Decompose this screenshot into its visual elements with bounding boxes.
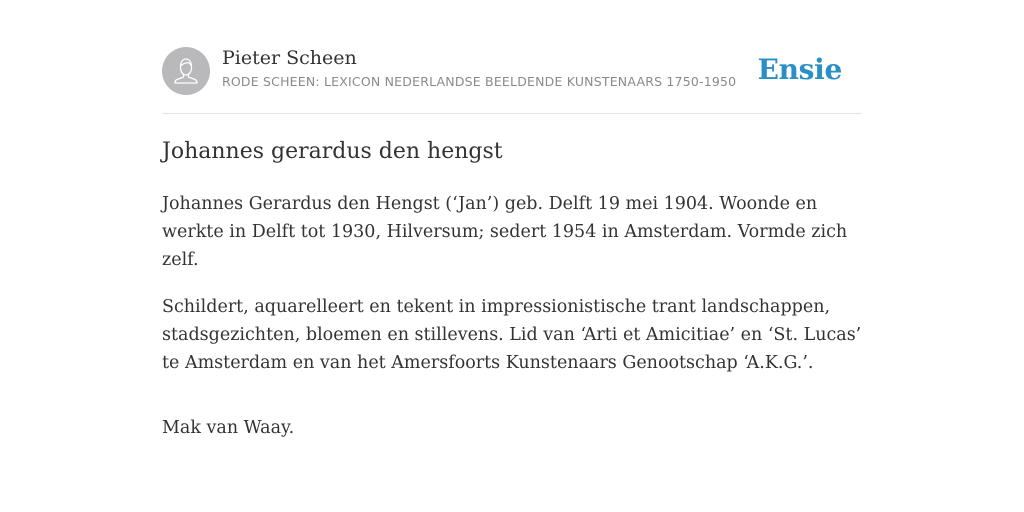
entry-signature: Mak van Waay.	[162, 418, 295, 438]
entry-paragraph-2: Schildert, aquarelleert en tekent in impressionistische trant landschappen, stadsgezichten, bloemen en stillevens. Lid van ‘Arti et Amicitiae’ en ‘St. Lucas’ te Amsterdam en van het Amersfoorts Kunstenaars Genootschap ‘A.K.G.’.	[162, 297, 862, 373]
source-title[interactable]: RODE SCHEEN: LEXICON NEDERLANDSE BEELDENDE KUNSTENAARS 1750-1950	[222, 74, 737, 89]
author-name[interactable]: Pieter Scheen	[222, 47, 357, 69]
entry-title: Johannes gerardus den hengst	[162, 139, 503, 164]
ensie-logo[interactable]: Ensie	[757, 53, 842, 86]
user-silhouette-icon	[162, 47, 210, 95]
header-divider	[162, 113, 862, 114]
entry-body	[162, 190, 862, 461]
entry-header	[162, 46, 862, 96]
author-avatar[interactable]	[162, 47, 210, 95]
entry-paragraph-1: Johannes Gerardus den Hengst (‘Jan’) geb. Delft 19 mei 1904. Woonde en werkte in Delft tot 1930, Hilversum; sedert 1954 in Amsterdam. Vormde zich zelf.	[162, 194, 848, 270]
entry-card	[162, 46, 862, 438]
